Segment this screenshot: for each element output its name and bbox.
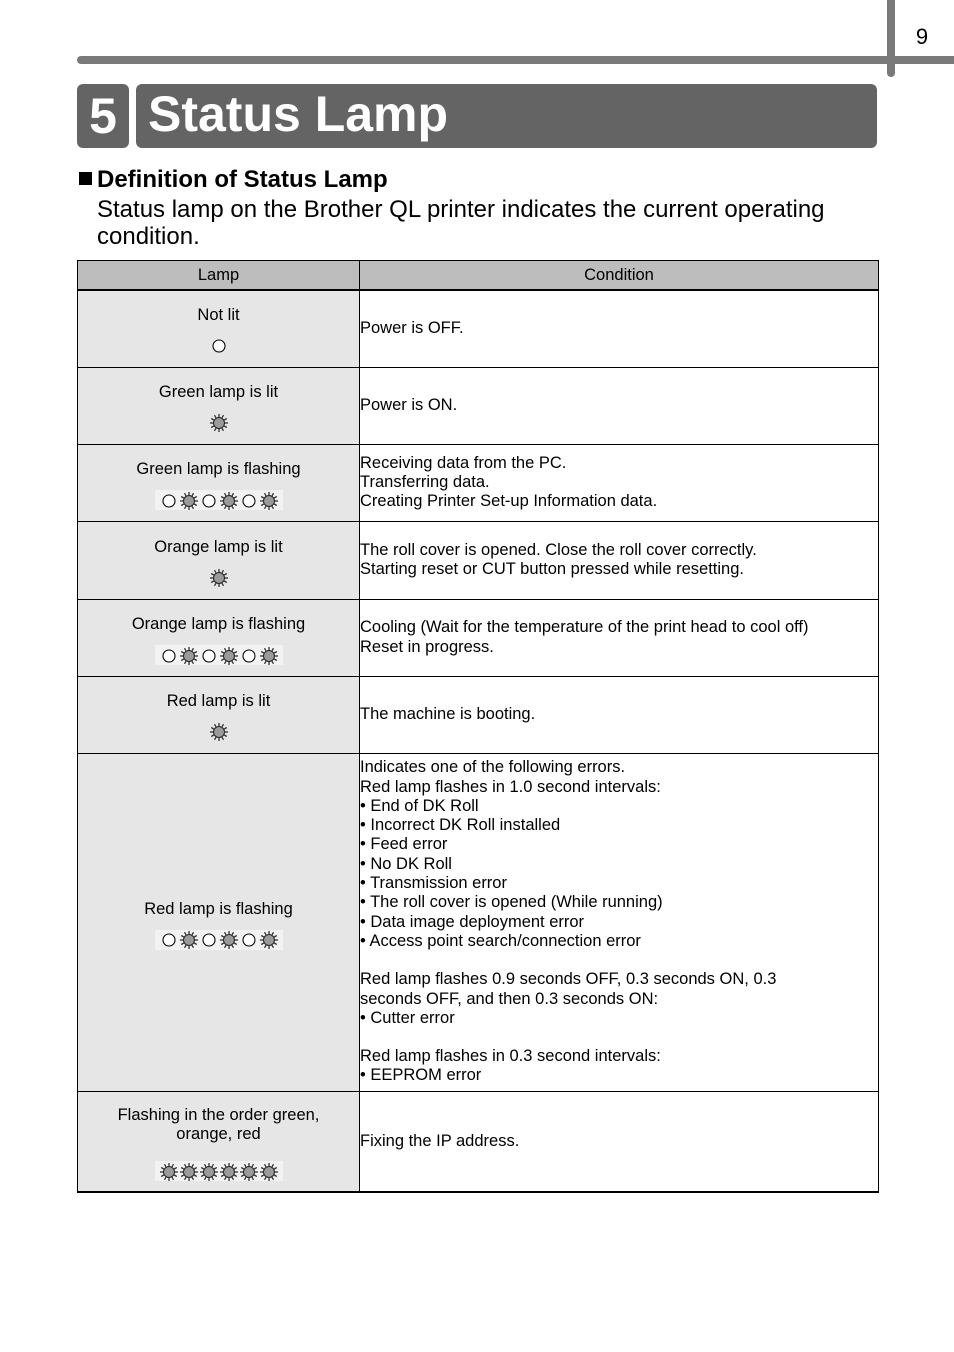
lamp-lit-circle-icon	[159, 1162, 179, 1182]
chapter-number: 5	[77, 84, 129, 148]
column-header-condition: Condition	[360, 261, 879, 291]
lamp-label: Green lamp is flashing	[136, 460, 301, 478]
condition-line: • No DK Roll	[360, 854, 452, 873]
condition-line: Starting reset or CUT button pressed while resetting.	[360, 560, 744, 578]
lamp-cell	[78, 444, 360, 521]
condition-cell	[360, 521, 879, 599]
lamp-label: Not lit	[197, 306, 240, 325]
table-row	[78, 753, 879, 1091]
condition-line: • The roll cover is opened (While running)	[360, 893, 663, 912]
lamp-label: Flashing in the order green, orange, red	[117, 1106, 320, 1144]
table-row	[78, 676, 879, 753]
lamp-lit-circle-icon	[219, 491, 239, 511]
column-header-lamp: Lamp	[78, 261, 360, 291]
condition-line: Red lamp flashes in 0.3 second intervals:	[360, 1047, 661, 1066]
table-header-row	[78, 261, 879, 291]
lamp-off-circle-icon	[239, 930, 259, 950]
bullet-square-icon	[79, 172, 92, 185]
page-number: 9	[915, 24, 929, 49]
lamp-label: Red lamp is lit	[166, 692, 271, 710]
lamp-off-circle-icon	[159, 646, 179, 666]
lamp-cell	[78, 521, 360, 599]
condition-line: Red lamp flashes 0.9 seconds OFF, 0.3 seconds ON, 0.3	[360, 970, 777, 989]
lamp-lit-circle-icon	[179, 930, 199, 950]
lamp-lit-icon	[78, 568, 359, 588]
condition-line: • EEPROM error	[360, 1066, 482, 1085]
lamp-off-circle-icon	[199, 491, 219, 511]
condition-line: Transferring data.	[360, 472, 490, 491]
condition-line: Fixing the IP address.	[360, 1131, 520, 1150]
lamp-lit-circle-icon	[209, 413, 229, 433]
lamp-cell	[78, 367, 360, 444]
condition-line: Indicates one of the following errors.	[360, 758, 626, 777]
lamp-label: Red lamp is flashing	[144, 899, 293, 918]
lamp-off-circle-icon	[239, 646, 259, 666]
condition-cell	[360, 676, 879, 753]
table-row	[78, 599, 879, 676]
lamp-sequence-icon	[78, 1161, 359, 1181]
lamp-off-circle-icon	[239, 491, 259, 511]
lamp-lit-circle-icon	[259, 930, 279, 950]
lamp-label: Orange lamp is flashing	[131, 615, 306, 633]
lamp-lit-circle-icon	[179, 491, 199, 511]
lamp-off-circle-icon	[159, 491, 179, 511]
lamp-lit-circle-icon	[219, 930, 239, 950]
condition-line: Creating Printer Set-up Information data.	[360, 492, 658, 511]
table-row	[78, 367, 879, 444]
lamp-lit-icon	[78, 413, 359, 433]
lamp-lit-circle-icon	[179, 646, 199, 666]
lamp-off-circle-icon	[209, 336, 229, 356]
table-row	[78, 290, 879, 367]
header-rule	[77, 56, 954, 64]
condition-line: The roll cover is opened. Close the roll cover correctly.	[360, 540, 757, 559]
condition-cell	[360, 444, 879, 521]
section-heading-text: Definition of Status Lamp	[97, 166, 388, 193]
condition-spacer	[360, 951, 878, 970]
lamp-lit-circle-icon	[179, 1162, 199, 1182]
lamp-lit-circle-icon	[259, 491, 279, 511]
section-heading	[79, 166, 388, 194]
table-row	[78, 444, 879, 521]
lamp-lit-circle-icon	[209, 722, 229, 742]
lamp-cell	[78, 599, 360, 676]
condition-line: • Transmission error	[360, 874, 507, 893]
status-lamp-table	[77, 260, 879, 1193]
lamp-cell	[78, 290, 360, 367]
condition-cell	[360, 753, 879, 1091]
lamp-flashing-icon	[78, 930, 359, 950]
condition-line: • Cutter error	[360, 1008, 455, 1027]
condition-line: • Feed error	[360, 835, 448, 854]
condition-line: Receiving data from the PC.	[360, 453, 567, 472]
condition-line: Reset in progress.	[360, 637, 494, 656]
lamp-lit-icon	[78, 722, 359, 742]
lamp-lit-circle-icon	[209, 568, 229, 588]
condition-line: Power is ON.	[360, 395, 458, 414]
lamp-lit-circle-icon	[219, 646, 239, 666]
condition-cell	[360, 1091, 879, 1192]
lamp-lit-circle-icon	[259, 646, 279, 666]
table-row	[78, 1091, 879, 1192]
lamp-label: Orange lamp is lit	[154, 537, 283, 556]
section-intro: Status lamp on the Brother QL printer indicates the current operating condition.	[97, 196, 825, 250]
condition-line: • Access point search/connection error	[360, 931, 641, 950]
condition-line: • Incorrect DK Roll installed	[360, 816, 561, 835]
header-tab-rule	[887, 0, 895, 77]
lamp-sequence-strip	[155, 930, 283, 950]
lamp-label: Green lamp is lit	[158, 383, 279, 401]
lamp-sequence-strip	[155, 645, 283, 665]
condition-line: Red lamp flashes in 1.0 second intervals:	[360, 777, 661, 796]
condition-line: Power is OFF.	[360, 319, 464, 338]
condition-line: • End of DK Roll	[360, 796, 479, 815]
lamp-off-circle-icon	[159, 930, 179, 950]
lamp-cell	[78, 753, 360, 1091]
condition-spacer	[360, 1028, 878, 1047]
condition-cell	[360, 599, 879, 676]
chapter-title: Status Lamp	[136, 84, 877, 148]
lamp-off-circle-icon	[199, 646, 219, 666]
condition-cell	[360, 290, 879, 367]
lamp-lit-circle-icon	[239, 1162, 259, 1182]
lamp-cell	[78, 1091, 360, 1192]
lamp-cell	[78, 676, 360, 753]
lamp-off-circle-icon	[199, 930, 219, 950]
lamp-lit-circle-icon	[259, 1162, 279, 1182]
lamp-flashing-icon	[78, 645, 359, 665]
condition-line: seconds OFF, and then 0.3 seconds ON:	[360, 989, 659, 1008]
lamp-sequence-strip	[155, 490, 283, 510]
lamp-off-icon	[78, 336, 359, 356]
condition-line: • Data image deployment error	[360, 912, 585, 931]
table-row	[78, 521, 879, 599]
lamp-sequence-strip	[155, 1161, 283, 1181]
lamp-lit-circle-icon	[219, 1162, 239, 1182]
condition-line: Cooling (Wait for the temperature of the print head to cool off)	[360, 618, 809, 637]
lamp-flashing-icon	[78, 490, 359, 510]
condition-cell	[360, 367, 879, 444]
condition-line: The machine is booting.	[360, 704, 536, 723]
lamp-lit-circle-icon	[199, 1162, 219, 1182]
